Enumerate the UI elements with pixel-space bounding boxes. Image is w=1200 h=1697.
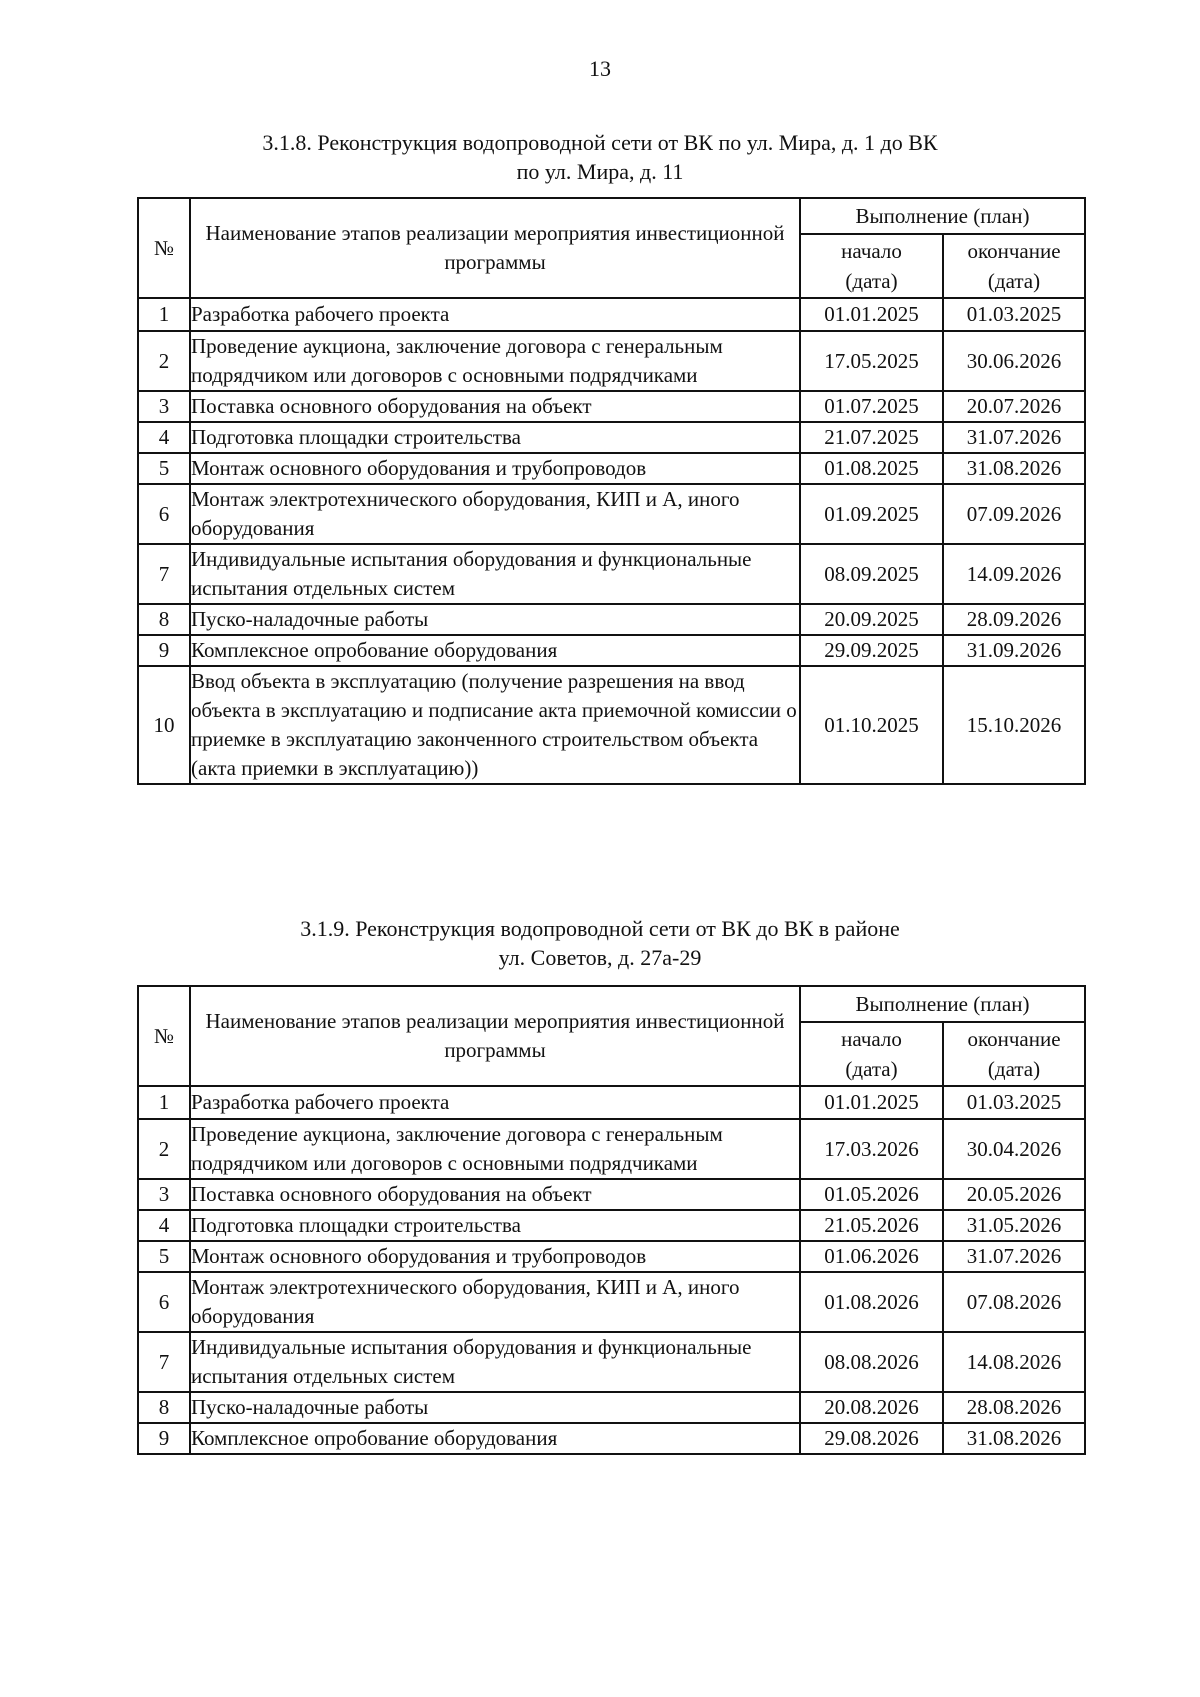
table-row <box>138 544 1085 604</box>
header-end-unit: (дата) <box>987 269 1041 293</box>
end-date: 15.10.2026 <box>943 666 1085 784</box>
section-title-line: 3.1.8. Реконструкция водопроводной сети от ВК по ул. Мира, д. 1 до ВК <box>262 130 938 155</box>
stage-number: 1 <box>138 1086 190 1119</box>
stage-name: Ввод объекта в эксплуатацию (получение разрешения на ввод объекта в эксплуатацию и подписание акта приемочной комиссии о приемке в эксплуатацию законченного строительством объекта (акта приемки в эксплуатацию)) <box>190 666 800 784</box>
end-date: 14.09.2026 <box>943 544 1085 604</box>
table-row <box>138 1179 1085 1210</box>
stage-number: 4 <box>138 422 190 453</box>
stage-name: Подготовка площадки строительства <box>190 1210 800 1241</box>
header-start-date <box>800 234 943 298</box>
start-date: 01.05.2026 <box>800 1179 943 1210</box>
stage-name: Пуско-наладочные работы <box>190 604 800 635</box>
stage-name: Монтаж основного оборудования и трубопроводов <box>190 453 800 484</box>
start-date: 29.09.2025 <box>800 635 943 666</box>
header-start-date <box>800 1022 943 1086</box>
start-date: 20.08.2026 <box>800 1392 943 1423</box>
table-row <box>138 1332 1085 1392</box>
stage-number: 6 <box>138 1272 190 1332</box>
stage-number: 2 <box>138 1119 190 1179</box>
stage-name: Комплексное опробование оборудования <box>190 635 800 666</box>
end-date: 30.04.2026 <box>943 1119 1085 1179</box>
header-start-unit: (дата) <box>845 1057 898 1081</box>
table-row <box>138 298 1085 331</box>
start-date: 01.08.2026 <box>800 1272 943 1332</box>
stage-number: 4 <box>138 1210 190 1241</box>
end-date: 28.08.2026 <box>943 1392 1085 1423</box>
stage-number: 7 <box>138 1332 190 1392</box>
end-date: 20.05.2026 <box>943 1179 1085 1210</box>
start-date: 17.05.2025 <box>800 331 943 391</box>
stage-number: 6 <box>138 484 190 544</box>
start-date: 21.07.2025 <box>800 422 943 453</box>
section-title-3-1-9 <box>140 914 1060 972</box>
stage-number: 2 <box>138 331 190 391</box>
stage-number: 9 <box>138 1423 190 1454</box>
stage-name: Монтаж электротехнического оборудования, КИП и А, иного оборудования <box>190 484 800 544</box>
header-start-label: начало <box>841 1027 902 1051</box>
end-date: 31.05.2026 <box>943 1210 1085 1241</box>
start-date: 29.08.2026 <box>800 1423 943 1454</box>
start-date: 01.07.2025 <box>800 391 943 422</box>
table-row <box>138 604 1085 635</box>
section-title-line: по ул. Мира, д. 11 <box>516 159 684 184</box>
end-date: 14.08.2026 <box>943 1332 1085 1392</box>
end-date: 20.07.2026 <box>943 391 1085 422</box>
stage-name: Разработка рабочего проекта <box>190 298 800 331</box>
end-date: 28.09.2026 <box>943 604 1085 635</box>
header-end-label: окончание <box>967 1027 1061 1051</box>
stage-number: 7 <box>138 544 190 604</box>
stage-number: 8 <box>138 1392 190 1423</box>
start-date: 01.09.2025 <box>800 484 943 544</box>
end-date: 31.08.2026 <box>943 1423 1085 1454</box>
table-row <box>138 1086 1085 1119</box>
stage-name: Монтаж основного оборудования и трубопроводов <box>190 1241 800 1272</box>
start-date: 21.05.2026 <box>800 1210 943 1241</box>
schedule-table-3-1-8 <box>137 197 1086 785</box>
end-date: 31.07.2026 <box>943 422 1085 453</box>
table-row <box>138 331 1085 391</box>
stage-number: 5 <box>138 1241 190 1272</box>
start-date: 08.08.2026 <box>800 1332 943 1392</box>
stage-number: 5 <box>138 453 190 484</box>
section-title-3-1-8 <box>140 128 1060 186</box>
header-start-label: начало <box>841 239 902 263</box>
end-date: 31.08.2026 <box>943 453 1085 484</box>
start-date: 08.09.2025 <box>800 544 943 604</box>
table-row <box>138 1210 1085 1241</box>
section-title-line: ул. Советов, д. 27а-29 <box>498 945 702 970</box>
end-date: 01.03.2025 <box>943 1086 1085 1119</box>
stage-name: Проведение аукциона, заключение договора с генеральным подрядчиком или договоров с основными подрядчиками <box>190 331 800 391</box>
start-date: 01.06.2026 <box>800 1241 943 1272</box>
start-date: 01.10.2025 <box>800 666 943 784</box>
header-number: № <box>138 198 190 298</box>
header-stage-name: Наименование этапов реализации мероприятия инвестиционной программы <box>190 986 800 1086</box>
table-row <box>138 1119 1085 1179</box>
end-date: 07.09.2026 <box>943 484 1085 544</box>
header-end-label: окончание <box>967 239 1061 263</box>
table-row <box>138 1423 1085 1454</box>
table-row <box>138 391 1085 422</box>
table-row <box>138 453 1085 484</box>
table-row <box>138 1272 1085 1332</box>
stage-number: 3 <box>138 391 190 422</box>
stage-number: 1 <box>138 298 190 331</box>
start-date: 01.01.2025 <box>800 1086 943 1119</box>
end-date: 01.03.2025 <box>943 298 1085 331</box>
end-date: 31.09.2026 <box>943 635 1085 666</box>
section-title-line: 3.1.9. Реконструкция водопроводной сети от ВК до ВК в районе <box>300 916 900 941</box>
start-date: 20.09.2025 <box>800 604 943 635</box>
header-stage-name: Наименование этапов реализации мероприятия инвестиционной программы <box>190 198 800 298</box>
table-row <box>138 666 1085 784</box>
table-row <box>138 484 1085 544</box>
end-date: 07.08.2026 <box>943 1272 1085 1332</box>
start-date: 01.08.2025 <box>800 453 943 484</box>
stage-number: 10 <box>138 666 190 784</box>
stage-name: Проведение аукциона, заключение договора с генеральным подрядчиком или договоров с основными подрядчиками <box>190 1119 800 1179</box>
stage-name: Индивидуальные испытания оборудования и функциональные испытания отдельных систем <box>190 1332 800 1392</box>
header-execution-plan: Выполнение (план) <box>800 986 1085 1022</box>
stage-number: 3 <box>138 1179 190 1210</box>
start-date: 01.01.2025 <box>800 298 943 331</box>
header-end-unit: (дата) <box>987 1057 1041 1081</box>
end-date: 31.07.2026 <box>943 1241 1085 1272</box>
page-number: 13 <box>589 56 611 81</box>
stage-name: Комплексное опробование оборудования <box>190 1423 800 1454</box>
stage-name: Пуско-наладочные работы <box>190 1392 800 1423</box>
schedule-table-3-1-9 <box>137 985 1086 1455</box>
stage-name: Поставка основного оборудования на объект <box>190 391 800 422</box>
stage-name: Подготовка площадки строительства <box>190 422 800 453</box>
end-date: 30.06.2026 <box>943 331 1085 391</box>
stage-name: Разработка рабочего проекта <box>190 1086 800 1119</box>
stage-name: Монтаж электротехнического оборудования, КИП и А, иного оборудования <box>190 1272 800 1332</box>
table-row <box>138 1241 1085 1272</box>
stage-number: 9 <box>138 635 190 666</box>
stage-name: Индивидуальные испытания оборудования и функциональные испытания отдельных систем <box>190 544 800 604</box>
header-end-date <box>943 234 1085 298</box>
stage-name: Поставка основного оборудования на объект <box>190 1179 800 1210</box>
table-row <box>138 422 1085 453</box>
table-row <box>138 1392 1085 1423</box>
start-date: 17.03.2026 <box>800 1119 943 1179</box>
header-end-date <box>943 1022 1085 1086</box>
table-row <box>138 635 1085 666</box>
header-number: № <box>138 986 190 1086</box>
stage-number: 8 <box>138 604 190 635</box>
header-execution-plan: Выполнение (план) <box>800 198 1085 234</box>
header-start-unit: (дата) <box>845 269 898 293</box>
